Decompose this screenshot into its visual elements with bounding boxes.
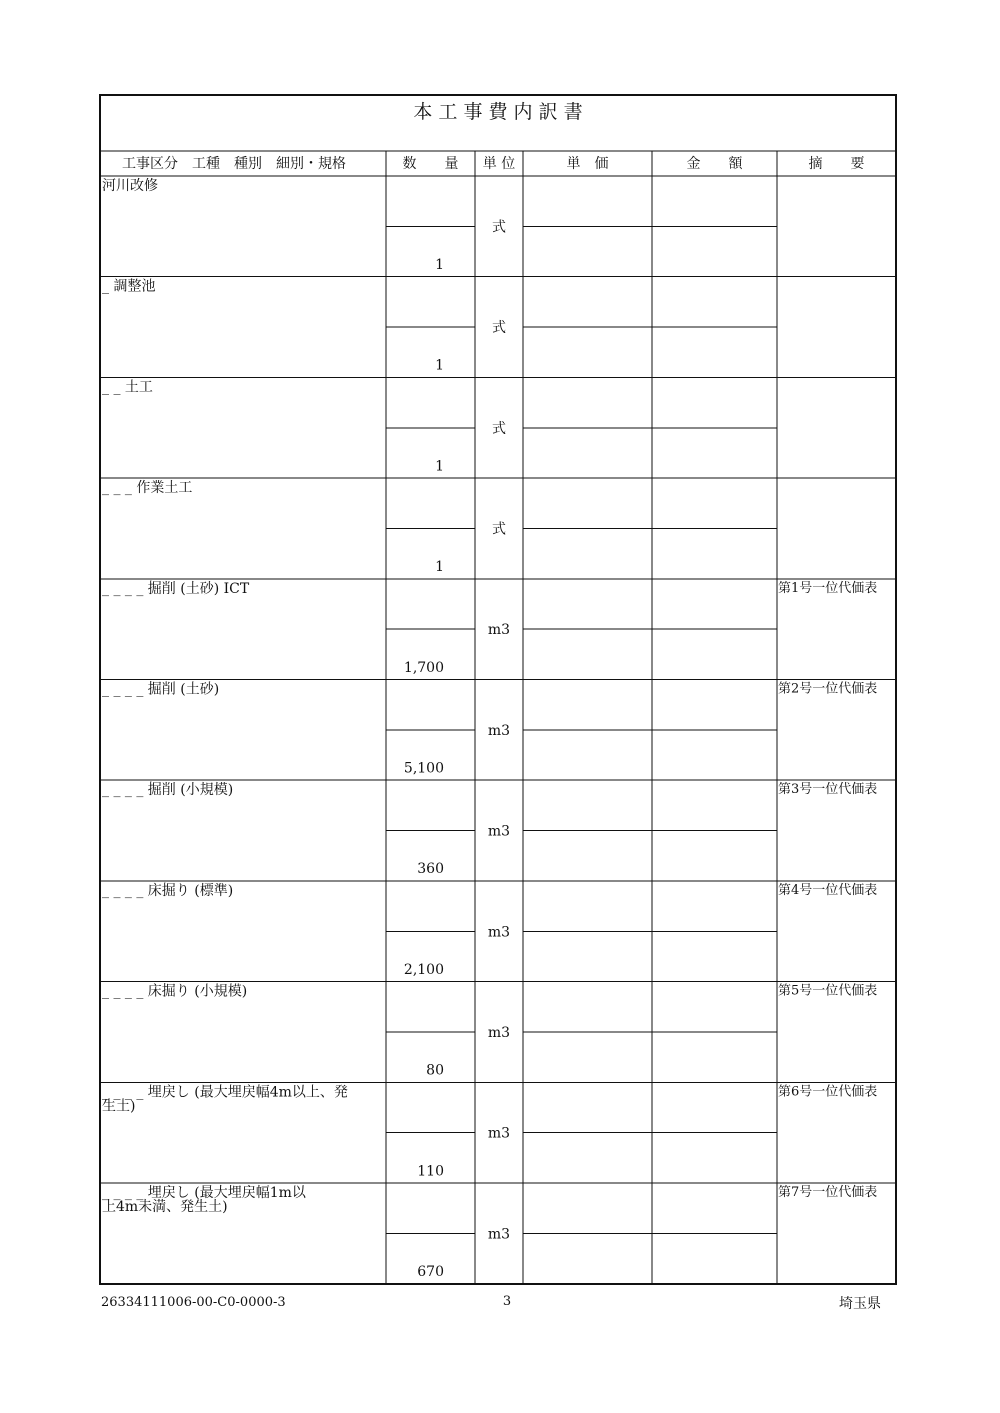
quantity-value: 670 xyxy=(417,1264,444,1280)
unit-value: m3 xyxy=(487,924,511,941)
remarks-value: 第2号一位代価表 xyxy=(778,681,878,697)
item-name: _ _ 土工 xyxy=(102,379,153,396)
unit-value: m3 xyxy=(487,722,511,739)
header-quantity: 数 量 xyxy=(402,156,459,172)
item-name: _ _ _ _ 埋戻し (最大埋戻幅1m以 xyxy=(102,1185,306,1201)
quantity-value: 80 xyxy=(426,1062,444,1079)
quantity-value: 1,700 xyxy=(403,659,444,676)
unit-value: 式 xyxy=(492,420,506,437)
item-name: _ _ _ _ 掘削 (土砂) xyxy=(102,681,220,698)
quantity-value: 1 xyxy=(435,458,444,475)
table-grid xyxy=(100,95,896,1284)
unit-value: 式 xyxy=(492,320,506,337)
unit-value: m3 xyxy=(487,823,511,840)
item-name: _ _ _ _ 掘削 (小規模) xyxy=(102,782,234,799)
remarks-value: 第1号一位代価表 xyxy=(778,580,878,596)
quantity-value: 2,100 xyxy=(403,961,444,978)
item-name: _ _ _ _ 床掘り (標準) xyxy=(102,882,234,899)
item-name: 上4m未満、発生土) xyxy=(102,1199,228,1215)
quantity-value: 1 xyxy=(435,357,444,374)
item-name: _ _ _ 作業土工 xyxy=(102,480,193,497)
remarks-value: 第6号一位代価表 xyxy=(778,1084,878,1100)
document-code: 26334111006-00-C0-0000-3 xyxy=(101,1295,286,1310)
item-name: _ _ _ _ 掘削 (土砂) ICT xyxy=(102,580,250,597)
header-amount: 金 額 xyxy=(686,156,743,172)
remarks-value: 第7号一位代価表 xyxy=(778,1185,878,1200)
item-name: _ 調整池 xyxy=(102,278,156,295)
document-title: 本 工 事 費 内 訳 書 xyxy=(413,101,583,123)
item-name: 生土) xyxy=(102,1098,136,1115)
unit-value: m3 xyxy=(487,1024,511,1041)
page-number: 3 xyxy=(502,1294,512,1309)
table-row xyxy=(102,1184,877,1280)
remarks-value: 第5号一位代価表 xyxy=(778,983,878,999)
quantity-value: 110 xyxy=(417,1163,444,1180)
unit-value: 式 xyxy=(492,219,506,236)
quantity-value: 1 xyxy=(435,559,444,576)
header-unit: 単 位 xyxy=(482,156,516,172)
quantity-value: 360 xyxy=(417,861,444,878)
header-unit-price: 単 価 xyxy=(566,156,609,172)
remarks-value: 第3号一位代価表 xyxy=(778,782,878,798)
issuer-name: 埼玉県 xyxy=(839,1296,881,1312)
header-item-classification: 工事区分 工種 種別 細別・規格 xyxy=(122,156,346,172)
table-header xyxy=(122,155,865,172)
item-name: 河川改修 xyxy=(102,178,158,194)
unit-value: 式 xyxy=(492,521,506,538)
quantity-value: 1 xyxy=(435,257,444,273)
unit-value: m3 xyxy=(487,1226,511,1243)
item-name: _ _ _ _ 床掘り (小規模) xyxy=(102,983,248,1000)
item-name: _ _ _ _ 埋戻し (最大埋戻幅4m以上、発 xyxy=(102,1084,348,1101)
header-remarks: 摘 要 xyxy=(808,156,865,172)
unit-value: m3 xyxy=(487,1125,511,1142)
remarks-value: 第4号一位代価表 xyxy=(778,882,878,898)
unit-value: m3 xyxy=(487,622,511,639)
quantity-value: 5,100 xyxy=(403,760,444,777)
page-footer xyxy=(101,1294,881,1312)
